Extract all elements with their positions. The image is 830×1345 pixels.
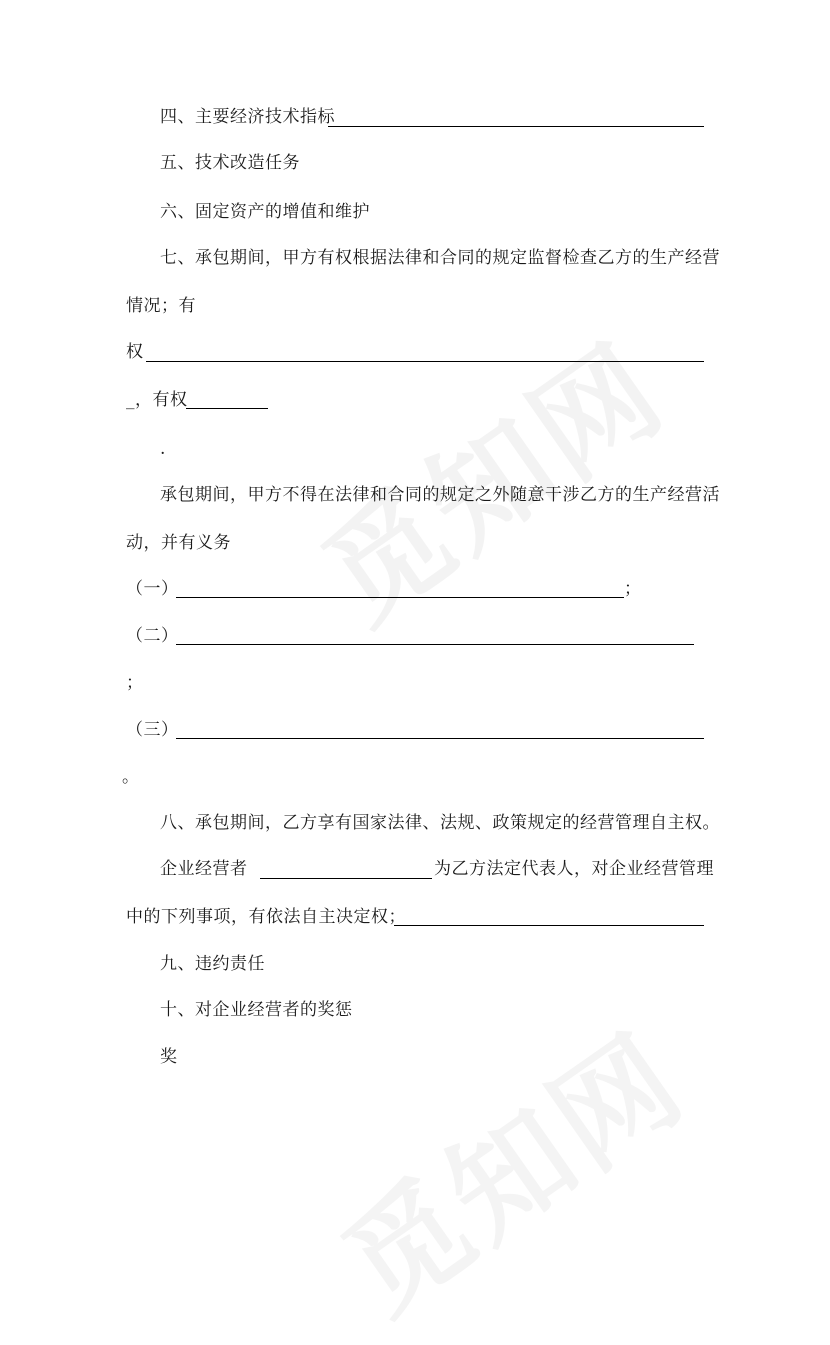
item-8-matters-blank[interactable] [394, 925, 704, 926]
obligation-2-blank[interactable] [176, 644, 694, 645]
item-8-manager-text: 为乙方法定代表人，对企业经营管理 [434, 859, 714, 879]
item-7-right2-label: _，有权 [126, 390, 188, 410]
item-7-obligation-continuation: 动，并有义务 [126, 533, 231, 553]
item-7-paragraph: 七、承包期间，甲方有权根据法律和合同的规定监督检查乙方的生产经营 [160, 248, 720, 268]
item-7-obligation-paragraph: 承包期间，甲方不得在法律和合同的规定之外随意干涉乙方的生产经营活 [160, 485, 720, 505]
item-7-continuation: 情况；有 [126, 296, 196, 316]
item-10-reward: 奖 [160, 1047, 178, 1067]
watermark [285, 297, 693, 655]
item-9-title: 九、违约责任 [160, 954, 265, 974]
item-7-right-blank[interactable] [146, 361, 704, 362]
item-4-blank[interactable] [328, 126, 704, 127]
watermark-bottom [305, 987, 713, 1345]
item-7-right2-blank[interactable] [186, 408, 268, 409]
item-7-period: . [160, 439, 166, 459]
item-5-title: 五、技术改造任务 [160, 153, 300, 173]
obligation-2-label: （二） [126, 626, 179, 646]
obligation-1-blank[interactable] [176, 597, 624, 598]
item-10-title: 十、对企业经营者的奖惩 [160, 1000, 353, 1020]
item-6-title: 六、固定资产的增值和维护 [160, 202, 370, 222]
obligation-3-label: （三） [126, 720, 179, 740]
item-7-right-label: 权 [126, 342, 144, 362]
obligation-3-blank[interactable] [176, 738, 704, 739]
obligation-1-label: （一） [126, 579, 179, 599]
item-8-continuation: 中的下列事项，有依法自主决定权； [126, 907, 406, 927]
obligation-3-period: 。 [122, 767, 140, 787]
item-8-title: 八、承包期间，乙方享有国家法律、法规、政策规定的经营管理自主权。 [160, 813, 720, 833]
item-8-manager-label: 企业经营者 [160, 859, 248, 879]
item-8-manager-blank[interactable] [260, 878, 432, 879]
obligation-2-semicolon: ； [126, 673, 144, 693]
obligation-1-semicolon: ； [624, 579, 642, 599]
item-4-title: 四、主要经济技术指标 [160, 107, 335, 127]
